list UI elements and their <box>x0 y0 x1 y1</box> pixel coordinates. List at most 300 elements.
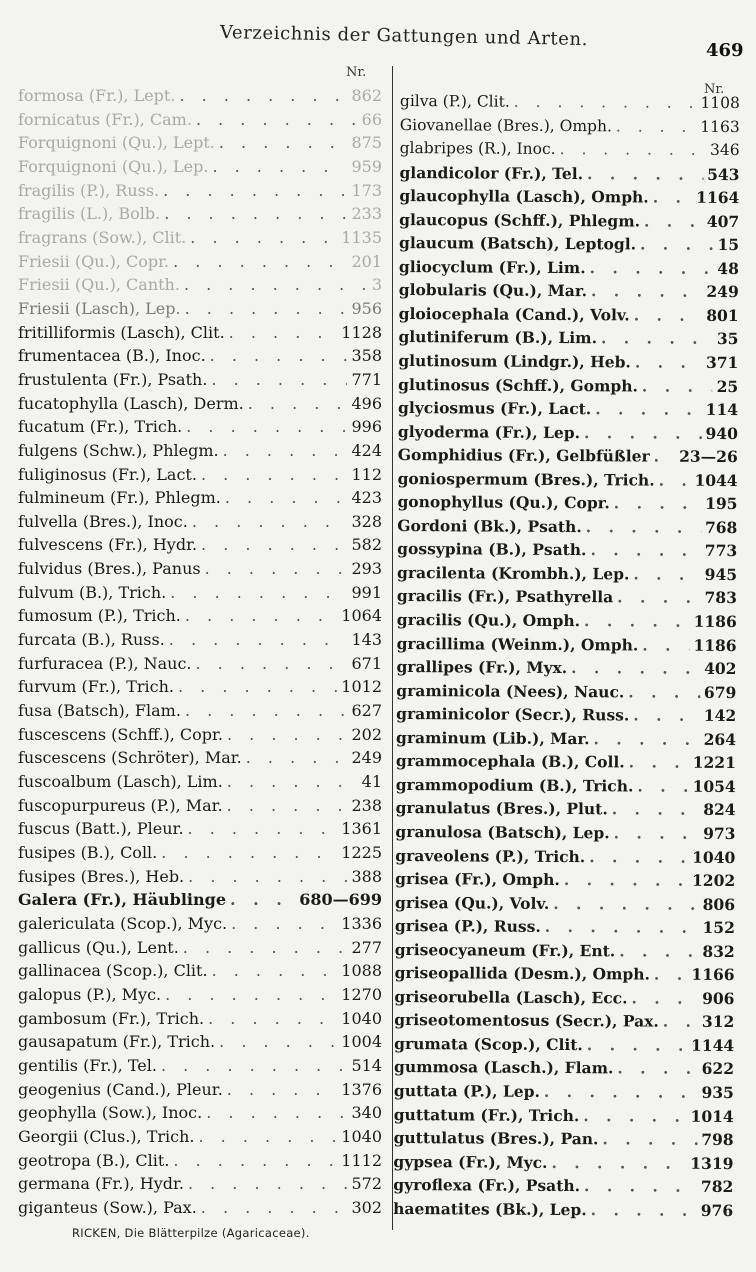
entry-number: 543 <box>707 164 740 184</box>
entry-number: 1186 <box>693 635 737 655</box>
entry-species-name: fumosum (P.), Trich. <box>18 606 181 626</box>
entry-species-name: goniospermum (Bres.), Trich. <box>397 468 655 490</box>
entry-leader-dots <box>624 680 700 704</box>
entry-species-name: Gordoni (Bk.), Psath. <box>397 515 582 536</box>
entry-species-name: furcata (B.), Russ. <box>18 630 165 650</box>
entry-species-name: fragilis (L.), Bolb. <box>18 204 161 224</box>
entry-leader-dots <box>633 774 688 798</box>
entry-leader-dots <box>598 1127 697 1151</box>
entry-species-name: gummosa (Lasch.), Flam. <box>393 1057 614 1078</box>
entry-species-name: gracilis (Qu.), Omph. <box>396 610 581 631</box>
entry-species-name: Friesii (Lasch), Lep. <box>18 298 181 318</box>
index-entry <box>396 749 736 775</box>
entry-species-name: graminicola (Nees), Nauc. <box>396 680 625 702</box>
index-entry <box>397 632 737 658</box>
entry-leader-dots <box>560 868 688 892</box>
entry-species-name: guttata (P.), Lep. <box>393 1080 540 1101</box>
index-entry <box>18 439 382 463</box>
index-entry <box>396 655 736 681</box>
index-entry <box>18 368 382 392</box>
index-entry <box>18 746 382 770</box>
entry-number: 824 <box>703 800 736 820</box>
entry-species-name: galericulata (Scop.), Myc. <box>18 913 228 933</box>
entry-leader-dots <box>184 865 347 889</box>
entry-leader-dots <box>556 138 707 162</box>
index-entry <box>397 490 737 516</box>
entry-species-name: griseocyaneum (Fr.), Ent. <box>394 939 616 961</box>
index-entry <box>396 679 736 705</box>
entry-species-name: Galera (Fr.), Häublinge <box>18 890 227 910</box>
entry-leader-dots <box>223 770 358 794</box>
footer-signature: RICKEN, Die Blätterpilze (Agaricaceae). <box>72 1226 310 1240</box>
index-entry <box>395 914 735 940</box>
entry-leader-dots <box>650 445 676 469</box>
index-entry <box>18 557 382 581</box>
entry-leader-dots <box>640 209 703 233</box>
entry-leader-dots <box>227 912 337 936</box>
index-entry <box>394 1102 734 1128</box>
index-entry <box>18 321 382 345</box>
entry-species-name: grammocephala (B.), Coll. <box>395 751 625 772</box>
entry-leader-dots <box>182 415 347 439</box>
entry-number: 66 <box>361 109 382 129</box>
entry-species-name: galopus (P.), Myc. <box>18 984 162 1004</box>
entry-leader-dots <box>610 492 701 516</box>
entry-number: 680—699 <box>299 890 382 910</box>
entry-species-name: graveolens (P.), Trich. <box>395 845 586 866</box>
entry-leader-dots <box>625 751 689 775</box>
entry-leader-dots <box>567 656 700 680</box>
entry-species-name: fusipes (Bres.), Heb. <box>18 866 185 886</box>
index-entry <box>18 1172 382 1196</box>
index-entry <box>18 1030 382 1054</box>
index-entry <box>395 938 735 964</box>
entry-species-name: glabripes (R.), Inoc. <box>399 139 556 159</box>
entry-species-name: grumata (Scop.), Clit. <box>394 1033 583 1055</box>
index-entry <box>18 888 382 912</box>
entry-species-name: fuscescens (Schröter), Mar. <box>18 748 242 768</box>
entry-number: 862 <box>351 86 382 105</box>
entry-species-name: grisea (P.), Russ. <box>394 916 541 937</box>
entry-number: 1004 <box>341 1032 382 1052</box>
entry-species-name: haematites (Bk.), Lep. <box>393 1198 587 1219</box>
entry-number: 264 <box>703 729 737 749</box>
entry-number: 233 <box>351 204 382 224</box>
index-entry <box>18 392 382 416</box>
entry-species-name: fuliginosus (Fr.), Lact. <box>18 464 197 484</box>
entry-species-name: granulosa (Batsch), Lep. <box>395 821 610 843</box>
entry-leader-dots <box>175 84 347 108</box>
entry-number: 1319 <box>690 1153 734 1173</box>
entry-number: 201 <box>351 251 382 271</box>
entry-number: 1112 <box>341 1150 382 1170</box>
index-entry <box>18 675 382 699</box>
index-entry <box>395 820 735 846</box>
entry-species-name: frustulenta (Fr.), Psath. <box>18 369 208 389</box>
entry-leader-dots <box>180 273 368 297</box>
entry-leader-dots <box>195 1125 338 1149</box>
index-entry <box>18 1149 382 1173</box>
left-column-number-label: Nr. <box>346 65 367 80</box>
entry-leader-dots <box>223 723 347 747</box>
entry-number: 302 <box>351 1197 382 1217</box>
entry-leader-dots <box>579 1104 686 1128</box>
entry-number: 940 <box>705 423 738 443</box>
entry-number: 582 <box>351 535 382 555</box>
entry-species-name: gilva (P.), Clit. <box>399 91 510 111</box>
index-entry <box>18 936 382 960</box>
entry-number: 112 <box>351 464 382 484</box>
entry-species-name: gracillima (Weinm.), Omph. <box>396 633 639 655</box>
entry-leader-dots <box>587 280 703 304</box>
entry-species-name: Forquignoni (Qu.), Lep. <box>18 156 209 176</box>
entry-species-name: griseotomentosus (Secr.), Pax. <box>394 1010 659 1031</box>
entry-leader-dots <box>630 303 703 327</box>
entry-leader-dots <box>631 350 702 374</box>
entry-number: 41 <box>361 772 382 792</box>
index-entry <box>18 273 382 297</box>
entry-number: 622 <box>701 1059 735 1079</box>
entry-leader-dots <box>184 817 338 841</box>
entry-leader-dots <box>597 327 713 351</box>
index-entry <box>18 652 382 676</box>
entry-species-name: fuscescens (Schff.), Copr. <box>18 724 223 744</box>
entry-number: 572 <box>351 1174 382 1194</box>
entry-species-name: fulgens (Schw.), Phlegm. <box>18 440 219 460</box>
entry-species-name: grisea (Fr.), Omph. <box>395 869 560 890</box>
entry-number: 956 <box>351 298 382 318</box>
entry-number: 238 <box>351 795 382 815</box>
entry-number: 35 <box>716 329 739 349</box>
page-header-title: Verzeichnis der Gattungen und Arten. <box>219 22 589 51</box>
entry-species-name: gloiocephala (Cand.), Volv. <box>398 303 630 325</box>
entry-leader-dots <box>169 250 347 274</box>
entry-leader-dots <box>192 108 358 132</box>
entry-leader-dots <box>608 798 700 822</box>
entry-number: 142 <box>703 706 737 726</box>
index-entry <box>18 250 382 274</box>
entry-leader-dots <box>242 746 348 770</box>
entry-leader-dots <box>197 1196 348 1220</box>
entry-leader-dots <box>580 609 690 633</box>
index-entry <box>18 912 382 936</box>
entry-species-name: griseopallida (Desm.), Omph. <box>394 963 651 984</box>
index-entry <box>395 891 735 917</box>
index-entry <box>18 344 382 368</box>
entry-number: 782 <box>700 1177 734 1197</box>
entry-species-name: fusipes (B.), Coll. <box>18 843 158 862</box>
index-entry <box>393 1150 733 1176</box>
entry-species-name: Georgii (Clus.), Trich. <box>18 1126 195 1146</box>
index-entry <box>18 1196 382 1220</box>
right-index-column <box>393 90 740 1222</box>
index-entry <box>18 983 382 1007</box>
entry-species-name: giganteus (Sow.), Pax. <box>18 1197 197 1217</box>
entry-number: 996 <box>351 417 382 437</box>
column-divider <box>392 66 393 1230</box>
entry-leader-dots <box>585 845 688 869</box>
entry-leader-dots <box>157 1054 348 1078</box>
entry-leader-dots <box>165 628 348 652</box>
entry-number: 771 <box>351 369 382 389</box>
index-entry <box>18 1101 382 1125</box>
entry-number: 945 <box>704 564 738 585</box>
entry-leader-dots <box>589 727 699 751</box>
entry-species-name: fuscus (Batt.), Pleur. <box>18 819 184 839</box>
entry-number: 1221 <box>692 753 736 773</box>
entry-leader-dots <box>208 959 338 983</box>
index-entry <box>397 584 737 610</box>
entry-species-name: gracilenta (Krombh.), Lep. <box>396 562 630 584</box>
entry-number: 798 <box>701 1129 734 1150</box>
index-entry <box>400 114 740 140</box>
page-number: 469 <box>706 40 744 61</box>
index-entry <box>395 961 735 987</box>
index-entry <box>398 443 738 469</box>
entry-species-name: gypsea (Fr.), Myc. <box>393 1151 548 1172</box>
entry-number: 371 <box>705 352 739 373</box>
index-entry <box>400 90 740 116</box>
entry-species-name: glutinosus (Schff.), Gomph. <box>398 374 638 396</box>
entry-species-name: fragilis (P.), Russ. <box>18 180 160 200</box>
entry-leader-dots <box>215 1030 337 1054</box>
entry-number: 783 <box>704 588 737 608</box>
entry-leader-dots <box>615 939 698 963</box>
entry-leader-dots <box>208 155 347 179</box>
entry-leader-dots <box>655 468 691 492</box>
entry-leader-dots <box>181 297 348 321</box>
entry-leader-dots <box>188 510 348 534</box>
entry-leader-dots <box>586 256 714 280</box>
index-entry <box>18 604 382 628</box>
entry-species-name: glandicolor (Fr.), Tel. <box>399 162 584 183</box>
entry-species-name: gliocyclum (Fr.), Lim. <box>398 256 586 277</box>
index-entry <box>398 325 738 351</box>
index-entry <box>18 841 382 865</box>
entry-leader-dots <box>207 368 347 392</box>
index-entry <box>397 608 737 634</box>
index-entry <box>18 1125 382 1149</box>
entry-species-name: fulmineum (Fr.), Phlegm. <box>18 488 221 508</box>
entry-leader-dots <box>244 392 348 416</box>
entry-species-name: grisea (Qu.), Volv. <box>394 892 550 913</box>
index-entry <box>394 985 734 1011</box>
index-entry <box>18 1054 382 1078</box>
entry-species-name: grammopodium (B.), Trich. <box>395 774 634 796</box>
index-entry <box>18 1007 382 1031</box>
entry-leader-dots <box>161 983 337 1007</box>
entry-species-name: fuscopurpureus (P.), Mar. <box>18 795 223 815</box>
entry-leader-dots <box>636 233 714 257</box>
entry-number: 1186 <box>693 611 737 632</box>
entry-number: 173 <box>351 180 382 200</box>
entry-species-name: guttulatus (Bres.), Pan. <box>393 1128 599 1149</box>
entry-number: 1202 <box>691 870 736 891</box>
entry-species-name: fucatophylla (Lasch), Derm. <box>18 393 244 413</box>
entry-leader-dots <box>206 344 348 368</box>
entry-number: 424 <box>351 440 382 460</box>
entry-leader-dots <box>638 633 689 657</box>
entry-leader-dots <box>613 586 700 610</box>
entry-leader-dots <box>582 515 701 539</box>
entry-number: 1376 <box>341 1079 382 1099</box>
entry-leader-dots <box>166 581 347 605</box>
entry-leader-dots <box>540 1080 698 1105</box>
entry-leader-dots <box>201 557 348 581</box>
entry-species-name: Giovanellae (Bres.), Omph. <box>399 115 612 135</box>
entry-species-name: fucatum (Fr.), Trich. <box>18 417 183 437</box>
index-entry <box>399 278 739 304</box>
index-entry <box>393 1197 733 1223</box>
entry-leader-dots <box>586 539 701 563</box>
index-entry <box>400 137 740 163</box>
entry-leader-dots <box>225 321 338 345</box>
entry-leader-dots <box>587 1198 697 1222</box>
index-entry <box>18 108 382 132</box>
entry-species-name: fritilliformis (Lasch), Clit. <box>18 322 225 342</box>
entry-leader-dots <box>650 963 688 987</box>
entry-number: 388 <box>351 866 382 886</box>
entry-number: 1166 <box>691 965 735 985</box>
entry-leader-dots <box>197 533 347 557</box>
index-entry <box>18 699 382 723</box>
entry-leader-dots <box>157 841 337 865</box>
entry-number: 1128 <box>341 322 382 342</box>
entry-number: 328 <box>351 511 382 531</box>
entry-number: 249 <box>706 282 739 302</box>
entry-leader-dots <box>160 202 347 226</box>
entry-leader-dots <box>221 486 348 510</box>
entry-leader-dots <box>181 604 337 628</box>
entry-species-name: furfuracea (P.), Nauc. <box>18 653 192 673</box>
entry-number: 402 <box>704 658 737 679</box>
index-entry <box>394 1079 734 1105</box>
entry-number: 1040 <box>341 1008 382 1028</box>
entry-species-name: fulvum (B.), Trich. <box>18 582 167 602</box>
entry-number: 143 <box>351 630 382 650</box>
entry-species-name: gyroflexa (Fr.), Psath. <box>393 1175 581 1196</box>
index-entry <box>398 373 738 399</box>
entry-number: 514 <box>351 1055 382 1075</box>
entry-leader-dots <box>223 1078 338 1102</box>
entry-leader-dots <box>159 179 347 203</box>
index-entry <box>394 1008 734 1034</box>
index-entry <box>18 131 382 155</box>
entry-leader-dots <box>629 704 700 728</box>
entry-species-name: frumentacea (B.), Inoc. <box>18 346 206 366</box>
entry-species-name: gausapatum (Fr.), Trich. <box>18 1032 216 1052</box>
entry-species-name: grallipes (Fr.), Myx. <box>396 657 568 678</box>
index-entry <box>398 396 738 422</box>
entry-number: 1108 <box>700 93 740 113</box>
entry-leader-dots <box>659 1010 698 1034</box>
entry-species-name: formosa (Fr.), Lept. <box>18 86 176 105</box>
entry-number: 496 <box>351 393 382 413</box>
entry-species-name: glutiniferum (B.), Lim. <box>398 327 598 348</box>
entry-leader-dots <box>215 131 348 155</box>
entry-species-name: gallicus (Qu.), Lent. <box>18 937 179 957</box>
index-entry <box>398 467 738 493</box>
entry-number: 293 <box>351 559 382 579</box>
entry-number: 801 <box>706 305 739 325</box>
index-entry <box>396 796 736 822</box>
entry-species-name: fornicatus (Fr.), Cam. <box>18 109 192 129</box>
right-column-number-label: Nr. <box>704 82 725 97</box>
index-entry <box>393 1173 733 1199</box>
entry-leader-dots <box>629 562 700 586</box>
entry-leader-dots <box>181 699 348 723</box>
entry-number: 340 <box>351 1103 382 1123</box>
entry-leader-dots <box>541 915 699 940</box>
entry-number: 1144 <box>690 1035 735 1055</box>
entry-number: 875 <box>351 133 382 153</box>
entry-leader-dots <box>580 421 702 445</box>
entry-number: 152 <box>702 918 735 938</box>
entry-species-name: geogenius (Cand.), Pleur. <box>18 1079 223 1099</box>
entry-number: 806 <box>702 894 736 914</box>
entry-species-name: geotropa (B.), Clit. <box>18 1150 170 1170</box>
entry-number: 1163 <box>700 117 740 136</box>
entry-number: 195 <box>705 494 738 514</box>
entry-species-name: Forquignoni (Qu.), Lept. <box>18 133 215 153</box>
entry-species-name: graminicolor (Secr.), Russ. <box>396 704 630 725</box>
entry-number: 959 <box>351 156 382 176</box>
entry-leader-dots <box>613 1057 697 1081</box>
entry-leader-dots <box>580 1174 697 1198</box>
entry-number: 277 <box>351 937 382 957</box>
entry-number: 1040 <box>692 847 736 867</box>
entry-number: 3 <box>371 275 382 295</box>
entry-number: 1088 <box>341 961 382 981</box>
entry-number: 23—26 <box>679 446 738 467</box>
entry-leader-dots <box>547 1151 686 1175</box>
entry-number: 1336 <box>341 913 382 933</box>
entry-number: 1044 <box>694 470 738 490</box>
index-entry <box>18 533 382 557</box>
entry-species-name: glyoderma (Fr.), Lep. <box>397 421 581 442</box>
entry-number: 1164 <box>696 187 740 208</box>
index-entry <box>396 773 736 799</box>
entry-number: 312 <box>701 1012 735 1032</box>
entry-species-name: Friesii (Qu.), Canth. <box>18 275 180 295</box>
index-entry <box>399 302 739 328</box>
index-entry <box>397 514 737 540</box>
entry-number: 1225 <box>341 843 382 862</box>
entry-number: 1135 <box>341 227 382 247</box>
entry-number: 358 <box>351 346 382 366</box>
index-entry <box>18 84 382 108</box>
entry-species-name: griseorubella (Lasch), Ecc. <box>394 986 628 1008</box>
entry-number: 346 <box>709 140 740 160</box>
index-entry <box>18 865 382 889</box>
index-entry <box>399 184 739 210</box>
entry-species-name: fulvidus (Bres.), Panus <box>18 559 201 579</box>
entry-leader-dots <box>174 675 337 699</box>
entry-species-name: graminum (Lib.), Mar. <box>395 727 590 748</box>
entry-number: 973 <box>703 823 736 844</box>
index-entry <box>18 297 382 321</box>
index-entry <box>397 537 737 563</box>
entry-leader-dots <box>612 115 697 139</box>
entry-number: 1064 <box>341 606 382 626</box>
index-entry <box>395 843 735 869</box>
entry-number: 976 <box>700 1200 734 1220</box>
entry-species-name: gonophyllus (Qu.), Copr. <box>397 492 610 513</box>
index-entry <box>18 486 382 510</box>
entry-leader-dots <box>202 1101 347 1125</box>
entry-number: 832 <box>702 941 735 961</box>
entry-number: 768 <box>704 517 738 537</box>
